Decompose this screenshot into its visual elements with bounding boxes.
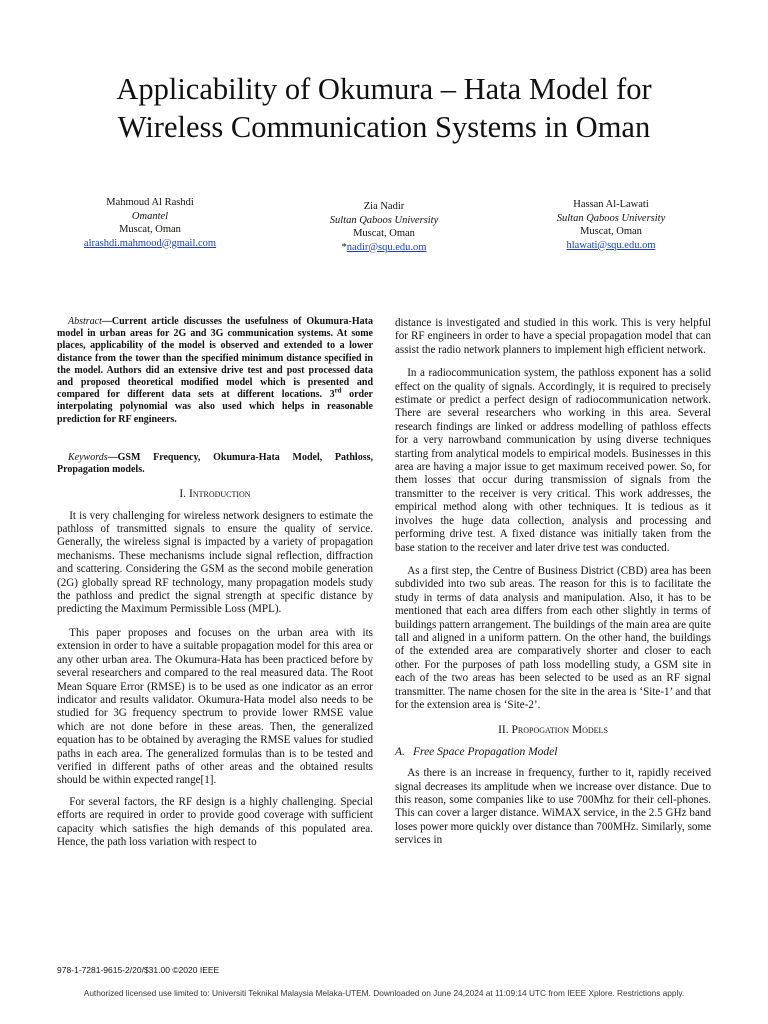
- body-paragraph: For several factors, the RF design is a highly challenging. Special efforts are required in order to provide good coverage with sufficient capacity which satisfies the high demands of this populated area. Hence, the path loss variation with respect to: [57, 795, 373, 848]
- author-email-link[interactable]: alrashdi.mahmood@gmail.com: [83, 237, 217, 249]
- author-location: Muscat, Oman: [119, 224, 181, 235]
- title-line-2: Wireless Communication Systems in Oman: [117, 110, 651, 144]
- author-block-1: [62, 196, 238, 250]
- author-email-line: [296, 241, 472, 255]
- corresponding-marker: *: [341, 241, 347, 253]
- author-name: Zia Nadir: [363, 201, 405, 212]
- isbn-copyright: 978-1-7281-9615-2/20/$31.00 ©2020 IEEE: [57, 965, 220, 975]
- author-affiliation: Sultan Qaboos University: [329, 214, 439, 226]
- body-paragraph: It is very challenging for wireless network designers to estimate the pathloss of transmitted signals to ensure the quality of service. Generally, the wireless signal is impacted by a variety of propagation mechanisms. These mechanisms include signal reflection, diffraction and scattering. Considering the GSM as the second mobile generation (2G) globally spread RF technology, many propagation models study the pathloss and predict the signal strength at specific distance by predicting the Maximum Permissible Loss (MPL).: [57, 509, 373, 616]
- abstract-lead: Abstract: [68, 316, 102, 327]
- subsection-number: A.: [395, 745, 405, 758]
- abstract-dash: —: [101, 316, 112, 327]
- body-paragraph: In a radiocommunication system, the pathloss exponent has a solid effect on the quality of signals. Accordingly, it is required to precisely estimate or predict a perfect design of radiocommunication network. There are several researchers who working in this area. Several research findings are linked or address modelling of pathloss effects for a very narrowband communication by using diverse techniques starting from analytical models to empirical models. Businesses in this area are having a major issue to get maximum received power. So, for them losses that occur during transmission of signals from the transmitter to the receiver is very critical. This work addresses, the empirical method along with other techniques. It is tedious as it involves the huge data collection, analysis and processing and performing drive test. A fixed distance was initially taken from the base station to the receiver and later drive test was conducted.: [395, 367, 711, 554]
- license-notice: Authorized licensed use limited to: Universiti Teknikal Malaysia Melaka-UTEM. Downloaded on June 24,2024 at 11:09:14 UTC from IEEE Xplore. Restrictions apply.: [83, 988, 685, 998]
- body-paragraph: As a first step, the Centre of Business District (CBD) area has been subdivided into two sub areas. The reason for this is to facilitate the study in terms of data analysis and manipulation. Also, it has to be mentioned that each area differs from each other slightly in terms of buildings pattern arrangement. The buildings of the main area are quite tall and aligned in a uniform pattern. On the other hand, the buildings of the extended area are comparatively shorter and closer to each other. For the purposes of path loss modelling study, a GSM site in each of the two areas has been selected to be used as an RF signal transmitter. The name chosen for the site in the area is ‘Site-1’ and that for the extension area is ‘Site-2’.: [395, 564, 711, 711]
- author-location: Muscat, Oman: [580, 226, 642, 237]
- section-heading-propagation-models: II. Propogation Models: [498, 724, 608, 737]
- left-column: [57, 316, 373, 849]
- abstract-text-end: order interpolating polynomial was also used which helps in reasonable prediction for RF engineers.: [57, 389, 373, 425]
- abstract: [57, 316, 373, 426]
- body-paragraph: This paper proposes and focuses on the urban area with its extension in order to have a suitable propagation model for this area or any other urban area. The Okumura-Hata has been practiced before by several researchers and compared to the real measured data. The Root Mean Square Error (RMSE) is to be used as one indicator as an error indicator and results validator. Okumura-Hata model also needs to be studied for 3G frequency spectrum to provide lower RMSE value which are not done before in these areas. Then, the generalized equation has to be obtained by averaging the RMSE values for studied paths in each area. The generalized formulas than is to be tested and verified in different paths of other areas and the obtained results should be within expected range[1].: [57, 626, 373, 787]
- author-block-3: [523, 198, 699, 252]
- abstract-superscript: rd: [334, 386, 342, 395]
- author-name: Hassan Al-Lawati: [573, 199, 649, 210]
- author-affiliation: Omantel: [131, 210, 169, 222]
- right-column: [395, 317, 711, 848]
- author-name: Mahmoud Al Rashdi: [106, 197, 194, 208]
- keywords-lead: Keywords: [68, 451, 108, 463]
- author-email-link[interactable]: nadir@squ.edu.om: [346, 241, 427, 253]
- keywords-dash: —: [107, 451, 118, 463]
- abstract-text: Current article discusses the usefulness of Okumura-Hata model in urban areas for 2G and 3G communication systems. At some places, applicability of the model is observed and extended to a lower distance from the tower than the specified minimum distance specified in the model. Authors did an extensive drive test and post processed data and proposed theoretical modified model which is presented and compared for different data sets at different locations. 3: [57, 316, 373, 401]
- author-affiliation: Sultan Qaboos University: [556, 212, 666, 224]
- author-location: Muscat, Oman: [353, 228, 415, 239]
- author-email-link[interactable]: hlawati@squ.edu.om: [566, 239, 656, 251]
- keywords-text: GSM Frequency, Okumura-Hata Model, Pathloss, Propagation models.: [57, 451, 373, 476]
- keywords: [57, 452, 373, 476]
- paper-title: [40, 70, 728, 146]
- title-line-1: Applicability of Okumura – Hata Model for: [116, 72, 652, 106]
- author-block-2: [296, 200, 472, 254]
- body-paragraph: distance is investigated and studied in this work. This is very helpful for RF engineers in order to have a special propagation model that can assist the radio network planners to implement high efficient network.: [395, 317, 711, 356]
- body-paragraph: As there is an increase in frequency, further to it, rapidly received signal decreases its amplitude when we increase over distance. Due to this reason, some companies like to use 700Mhz for their cell-phones. This can cover a larger distance. WiMAX service, in the 2.5 GHz band loses power more quickly over distance than 700MHz. Similarly, some services in: [395, 767, 711, 847]
- subsection-title: Free Space Propagation Model: [413, 745, 558, 758]
- subsection-heading: [395, 746, 711, 759]
- section-heading-introduction: I. Introduction: [179, 488, 251, 501]
